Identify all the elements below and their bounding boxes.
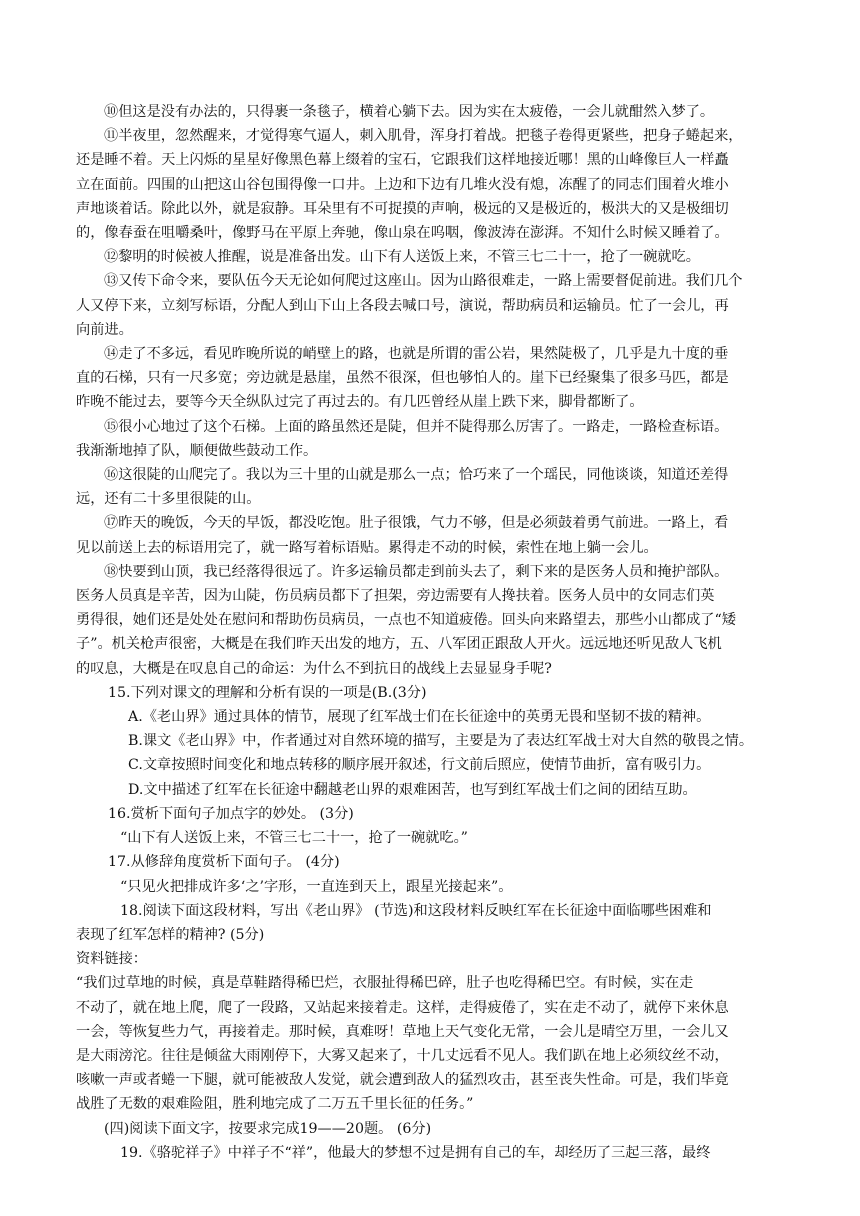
text-line: ⑫黎明的时候被人推醒，说是准备出发。山下有人送饭上来，不管三七二十一，抢了一碗就吃。 [104,249,700,266]
text-line: ⑱快要到山顶，我已经落得很远了。许多运输员都走到前头去了，剩下来的是医务人员和掩护部队。 [104,563,729,580]
question-19: 19.《骆驼祥子》中祥子不“祥”，他最大的梦想不过是拥有自己的车，却经历了三起三落，最终 [120,1144,711,1161]
text-line: 还是睡不着。天上闪烁的星星好像黑色幕上缀着的宝石，它跟我们这样地接近哪！黑的山峰像巨人一样矗 [76,152,729,169]
question-stem: 16.赏析下面句子加点字的妙处。 (3分) [108,805,354,822]
text-line: 子”。机关枪声很密，大概是在我们昨天出发的地方，五、八军团正跟敌人开火。远远地还听见敌人飞机 [76,636,722,653]
paragraph-17 [76,511,782,559]
text-line: ⑰昨天的晚饭，今天的早饭，都没吃饱。肚子很饿，气力不够，但是必须鼓着勇气前进。一路上，看 [104,515,729,532]
paragraph-15 [76,415,782,463]
quoted-sentence: “只见火把排成许多‘之’字形，一直连到天上，跟星光接起来”。 [120,878,513,895]
text-line: ⑩但这是没有办法的，只得裹一条毯子，横着心躺下去。因为实在太疲倦，一会儿就酣然入梦了。 [104,104,715,120]
option-b: B.课文《老山界》中，作者通过对自然环境的描写，主要是为了表达红军战士对大自然的敬畏之情。 [128,733,754,750]
question-15 [76,681,782,802]
question-stem: 15.下列对课文的理解和分析有误的一项是(B.(3分) [108,684,427,701]
question-stem: 18.阅读下面这段材料，写出《老山界》 (节选)和这段材料反映红军在长征途中面临哪些困难和 [120,902,712,919]
text-line: 见以前送上去的标语用完了，就一路写着标语贴。累得走不动的时候，索性在地上躺一会儿。 [76,539,658,556]
option-a: A.《老山界》通过具体的情节，展现了红军战士们在长征途中的英勇无畏和坚韧不拔的精神。 [128,709,711,726]
material-text: “我们过草地的时候，真是草鞋踏得稀巴烂，衣服扯得稀巴碎，肚子也吃得稀巴空。有时候，实在走 [76,975,694,992]
material-label: 资料链接： [76,951,147,968]
text-line: ⑯这很陡的山爬完了。我以为三十里的山就是那么一点；恰巧来了一个瑶民，同他谈谈，知道还差得 [104,467,729,484]
text-line: 声地谈着话。除此以外，就是寂静。耳朵里有不可捉摸的声响，极远的又是极近的，极洪大的又是极细切 [76,200,729,217]
material-text: 咳嗽一声或者蜷一下腿，就可能被敌人发觉，就会遭到敌人的猛烈攻击，甚至丧失性命。可是，我们毕竟 [76,1072,729,1089]
text-line: 向前进。 [76,321,133,338]
paragraph-12 [76,245,782,269]
text-line: 直的石梯，只有一尺多宽；旁边就是悬崖，虽然不很深，但也够怕人的。崖下已经聚集了很多马匹，都是 [76,370,729,387]
text-line: 昨晚不能过去，要等今天全纵队过完了再过去的。有几匹曾经从崖上跌下来，脚骨都断了。 [76,394,644,411]
text-line: 医务人员真是辛苦，因为山陡，伤员病员都下了担架，旁边需要有人搀扶着。医务人员中的女同志们英 [76,588,715,605]
question-stem: 17.从修辞角度赏析下面句子。 (4分) [108,854,340,871]
text-line: 的，像春蚕在咀嚼桑叶，像野马在平原上奔驰，像山泉在呜咽，像波涛在澎湃。不知什么时候又睡着了。 [76,225,729,242]
material-text: 战胜了无数的艰难险阻，胜利地完成了二万五千里长征的任务。” [76,1096,474,1113]
text-line: ⑪半夜里，忽然醒来，才觉得寒气逼人，刺入肌骨，浑身打着战。把毯子卷得更紧些，把身子蜷起来， [104,128,743,145]
paragraph-16 [76,463,782,511]
text-line: 远，还有二十多里很陡的山。 [76,491,261,508]
text-line: 我渐渐地掉了队，顺便做些鼓动工作。 [76,442,318,459]
question-18 [76,899,782,1117]
option-d: D.文中描述了红军在长征途中翻越老山界的艰难困苦，也写到红军战士们之间的团结互助。 [128,781,697,798]
text-line: 人又停下来，立刻写标语，分配人到山下山上各段去喊口号，演说，帮助病员和运输员。忙了一会儿，再 [76,297,729,314]
paragraph-10 [76,100,782,124]
question-17 [76,850,782,898]
section-heading: (四)阅读下面文字，按要求完成19——20题。 (6分) [104,1120,432,1137]
paragraph-13 [76,269,782,342]
quoted-sentence: “山下有人送饭上来，不管三七二十一，抢了一碗就吃。” [120,830,468,847]
text-line: ⑬又传下命令来，要队伍今天无论如何爬过这座山。因为山路很难走，一路上需要督促前进。我们几个 [104,273,743,290]
paragraph-18 [76,560,782,681]
text-line: ⑮很小心地过了这个石梯。上面的路虽然还是陡，但并不陡得那么厉害了。一路走，一路检查标语。 [104,418,729,435]
paragraph-14 [76,342,782,415]
text-line: 的叹息，大概是在叹息自己的命运：为什么不到抗日的战线上去显显身手呢? [76,660,552,677]
paragraph-11 [76,124,782,245]
question-16 [76,802,782,850]
material-text: 是大雨滂沱。往往是倾盆大雨刚停下，大雾又起来了，十几丈远看不见人。我们趴在地上必须纹丝不动， [76,1047,729,1064]
text-line: 立在面前。四围的山把这山谷包围得像一口井。上边和下边有几堆火没有熄，冻醒了的同志们围着火堆小 [76,176,729,193]
text-line: ⑭走了不多远，看见昨晚所说的峭壁上的路，也就是所谓的雷公岩，果然陡极了，几乎是九十度的垂 [104,346,729,363]
question-stem-continued: 表现了红军怎样的精神? (5分) [76,926,265,943]
material-text: 不动了，就在地上爬，爬了一段路，又站起来接着走。这样，走得疲倦了，实在走不动了，就停下来休息 [76,999,729,1016]
document-page [76,100,782,1165]
material-text: 一会，等恢复些力气，再接着走。那时候，真难呀！草地上天气变化无常，一会儿是晴空万里，一会儿又 [76,1023,729,1040]
text-line: 勇得很，她们还是处处在慰问和帮助伤员病员，一点也不知道疲倦。回头向来路望去，那些小山都成了“矮 [76,612,736,629]
option-c: C.文章按照时间变化和地点转移的顺序展开叙述，行文前后照应，使情节曲折，富有吸引力。 [128,757,711,774]
